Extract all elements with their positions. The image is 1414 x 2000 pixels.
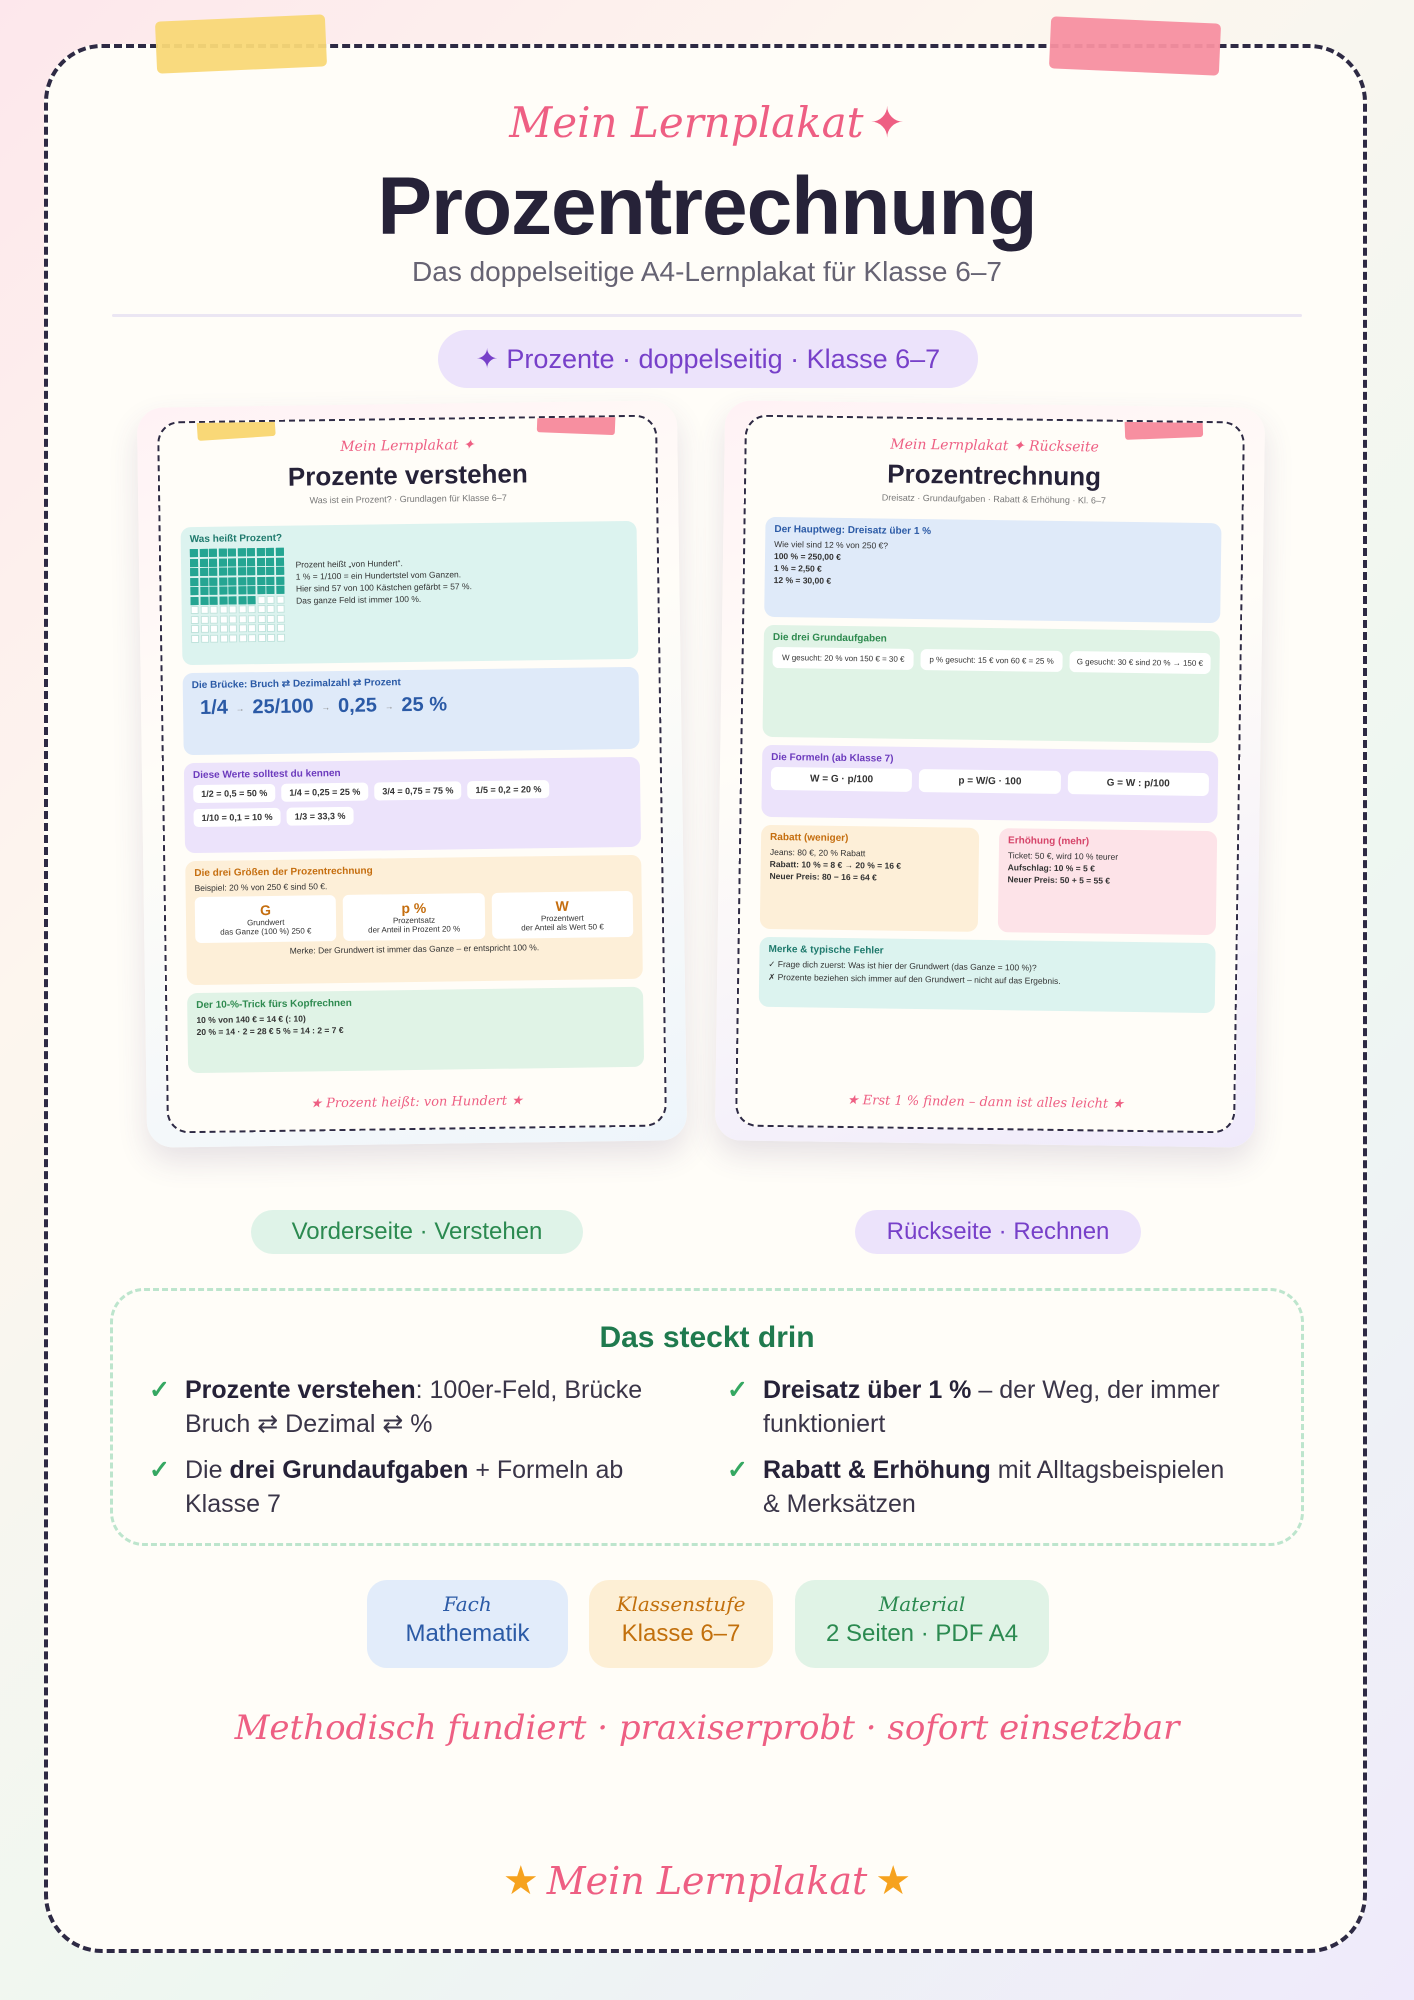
grid-cell xyxy=(210,606,218,614)
grid-cell xyxy=(209,596,217,604)
quantity-name: Prozentsatz xyxy=(392,915,436,926)
box-heading: Diese Werte solltest du kennen xyxy=(192,767,341,782)
feature-item xyxy=(149,1373,669,1441)
box-line: Jeans: 80 €, 20 % Rabatt xyxy=(769,846,866,859)
grid-cell xyxy=(266,557,274,565)
box-line: 12 % = 30,00 € xyxy=(773,574,832,586)
feature-text: – der Weg, der immer funktioniert xyxy=(763,1376,1220,1438)
header-kicker: Mein Lernplakat ✦ xyxy=(509,98,905,147)
grid-cell xyxy=(238,615,246,623)
front-page-sheet xyxy=(157,415,667,1134)
value-cell: 1/3 = 33,3 % xyxy=(287,807,354,826)
sparkle-icon: ✦ xyxy=(869,98,905,147)
feature-item xyxy=(727,1453,1247,1521)
grid-cell xyxy=(248,605,256,613)
grid-cell xyxy=(219,577,227,585)
grid-cell xyxy=(276,576,284,584)
box-line: Rabatt: 10 % = 8 € → 20 % = 16 € xyxy=(769,858,902,871)
box-bruecke xyxy=(183,667,640,755)
front-page-thumbnail[interactable] xyxy=(137,400,687,1147)
grid-cell xyxy=(229,634,237,642)
grid-cell xyxy=(275,557,283,565)
grid-cell xyxy=(219,596,227,604)
grid-cell xyxy=(201,634,209,642)
grid-cell xyxy=(219,587,227,595)
grid-cell xyxy=(248,634,256,642)
grid-cell xyxy=(258,634,266,642)
box-heading: Die Formeln (ab Klasse 7) xyxy=(771,751,894,765)
grid-cell xyxy=(267,624,275,632)
feature-text: Die xyxy=(185,1456,230,1484)
grid-cell xyxy=(200,577,208,585)
grid-cell xyxy=(237,558,245,566)
grid-cell xyxy=(267,614,275,622)
grid-cell xyxy=(219,606,227,614)
grid-cell xyxy=(276,595,284,603)
grid-cell xyxy=(191,615,199,623)
grid-cell xyxy=(247,586,255,594)
check-icon: ✓ xyxy=(149,1376,170,1404)
grid-cell xyxy=(190,577,198,585)
box-line: 10 % von 140 € = 14 € (: 10) xyxy=(196,1013,306,1026)
grid-cell xyxy=(219,568,227,576)
grid-cell xyxy=(276,624,284,632)
grid-cell xyxy=(210,625,218,633)
back-page-thumbnail[interactable] xyxy=(715,400,1265,1147)
tape-decoration xyxy=(1124,417,1203,440)
box-dreisatz xyxy=(764,517,1221,623)
grid-cell xyxy=(200,596,208,604)
grid-cell xyxy=(228,567,236,575)
grid-cell xyxy=(229,615,237,623)
thumb-subtitle: Was ist ein Prozent? · Grundlagen für Klasse 6–7 xyxy=(309,492,507,506)
grid-cell xyxy=(248,624,256,632)
feature-bold: Dreisatz über 1 % xyxy=(763,1376,972,1404)
grid-cell xyxy=(276,614,284,622)
grid-cell xyxy=(266,595,274,603)
thumb-footer: ★ Erst 1 % finden – dann ist alles leicht ★ xyxy=(846,1093,1124,1112)
feature-item xyxy=(727,1373,1247,1441)
check-icon: ✓ xyxy=(727,1456,748,1484)
grid-cell xyxy=(266,586,274,594)
box-line: Aufschlag: 10 % = 5 € xyxy=(1007,862,1095,874)
thumb-kicker: Mein Lernplakat ✦ Rückseite xyxy=(890,436,1099,456)
box-line: ✗ Prozente beziehen sich immer auf den Grundwert – nicht auf das Ergebnis. xyxy=(768,971,1061,987)
quantity-desc: der Anteil als Wert 50 € xyxy=(521,922,604,933)
box-formeln xyxy=(761,745,1218,823)
grid-cell xyxy=(257,624,265,632)
box-line: Beispiel: 20 % von 250 € sind 50 €. xyxy=(194,881,328,894)
grid-cell xyxy=(219,625,227,633)
box-10-prozent-trick xyxy=(187,987,644,1073)
box-line: Ticket: 50 €, wird 10 % teurer xyxy=(1007,850,1119,862)
grid-cell xyxy=(191,634,199,642)
grid-cell xyxy=(190,587,198,595)
check-icon: ✓ xyxy=(727,1376,748,1404)
grid-cell xyxy=(238,624,246,632)
grid-cell xyxy=(200,568,208,576)
grid-cell xyxy=(200,587,208,595)
material-chip xyxy=(795,1580,1049,1668)
grid-cell xyxy=(276,586,284,594)
box-line: Prozent heißt „von Hundert“. xyxy=(295,558,403,570)
grid-cell xyxy=(220,634,228,642)
arrow-icon: → xyxy=(235,702,245,713)
quantity-symbol: G xyxy=(259,901,272,919)
grid-cell xyxy=(238,605,246,613)
tape-decoration-yellow xyxy=(155,14,327,73)
percent-value: 25 % xyxy=(401,693,448,717)
grid-cell xyxy=(228,558,236,566)
grid-cell xyxy=(275,548,283,556)
divider xyxy=(112,314,1302,317)
grid-cell xyxy=(229,624,237,632)
grid-cell xyxy=(257,577,265,585)
grid-cell xyxy=(218,558,226,566)
grid-cell xyxy=(257,567,265,575)
box-heading: Rabatt (weniger) xyxy=(770,831,849,845)
subject-chip xyxy=(367,1580,568,1668)
arrow-icon: → xyxy=(321,701,331,712)
box-line: 100 % = 250,00 € xyxy=(773,550,841,562)
thumb-title: Prozentrechnung xyxy=(887,458,1102,492)
grid-cell xyxy=(238,596,246,604)
tape-decoration xyxy=(537,415,616,436)
page-title: Prozentrechnung xyxy=(377,161,1037,252)
grid-cell xyxy=(191,596,199,604)
grid-cell xyxy=(210,634,218,642)
feature-text: + Formeln ab Klasse 7 xyxy=(185,1456,624,1518)
box-line: Neuer Preis: 50 + 5 = 55 € xyxy=(1007,874,1111,886)
formula-card: G = W : p/100 xyxy=(1067,771,1209,796)
grade-chip xyxy=(589,1580,773,1668)
grid-cell xyxy=(209,577,217,585)
formula-card: p = W/G · 100 xyxy=(919,769,1061,794)
box-grundaufgaben xyxy=(762,625,1220,743)
chip-value: 2 Seiten · PDF A4 xyxy=(825,1620,1019,1647)
box-line: Wie viel sind 12 % von 250 €? xyxy=(774,538,889,551)
box-heading: Die drei Grundaufgaben xyxy=(772,631,887,645)
box-heading: Der Hauptweg: Dreisatz über 1 % xyxy=(774,523,932,538)
grid-cell xyxy=(247,596,255,604)
grid-cell xyxy=(276,567,284,575)
grid-cell xyxy=(256,558,264,566)
chip-value: Klasse 6–7 xyxy=(621,1620,741,1647)
grid-cell xyxy=(228,586,236,594)
grid-cell xyxy=(200,606,208,614)
sparkle-icon: ✦ xyxy=(475,344,499,374)
grid-cell xyxy=(257,605,265,613)
grid-cell xyxy=(257,615,265,623)
fraction-value: 1/4 xyxy=(199,696,229,719)
contents-box xyxy=(110,1288,1304,1546)
grid-cell xyxy=(247,577,255,585)
decimal-value: 0,25 xyxy=(337,694,378,718)
chip-key: Fach xyxy=(443,1592,492,1616)
hundredths-value: 25/100 xyxy=(252,695,314,719)
thumb-title: Prozente verstehen xyxy=(287,458,528,492)
box-heading: Die Brücke: Bruch ⇄ Dezimalzahl ⇄ Prozent xyxy=(191,677,401,692)
task-card: W gesucht: 20 % von 150 € = 30 € xyxy=(772,647,914,670)
grid-cell xyxy=(238,567,246,575)
feature-bold: Rabatt & Erhöhung xyxy=(763,1456,991,1484)
task-card: p % gesucht: 15 € von 60 € = 25 % xyxy=(921,649,1063,672)
grid-cell xyxy=(237,548,245,556)
footer-brand: ★ Mein Lernplakat ★ xyxy=(502,1858,912,1904)
grid-cell xyxy=(210,615,218,623)
thumb-footer: ★ Prozent heißt: von Hundert ★ xyxy=(310,1093,523,1112)
feature-text: : 100er-Feld, Brücke Bruch ⇄ Dezimal ⇄ % xyxy=(185,1376,643,1438)
quantity-symbol: W xyxy=(555,897,569,915)
grid-cell xyxy=(277,633,285,641)
grid-cell xyxy=(190,549,198,557)
grid-cell xyxy=(190,558,198,566)
task-card: G gesucht: 30 € sind 20 % → 150 € xyxy=(1069,651,1211,674)
grid-cell xyxy=(257,596,265,604)
box-note: Merke: Der Grundwert ist immer das Ganze – er entspricht 100 %. xyxy=(289,942,540,956)
chip-value: Mathematik xyxy=(405,1620,530,1647)
hundred-grid xyxy=(190,548,285,643)
grid-cell xyxy=(219,615,227,623)
grid-cell xyxy=(266,567,274,575)
box-line: 1 % = 1/100 = ein Hundertstel vom Ganzen. xyxy=(295,569,462,582)
quantity-name: Grundwert xyxy=(246,917,285,928)
box-merke xyxy=(759,937,1216,1013)
box-erhoehung xyxy=(998,828,1217,935)
thumb-subtitle: Dreisatz · Grundaufgaben · Rabatt & Erhöhung · Kl. 6–7 xyxy=(881,492,1106,506)
chip-key: Material xyxy=(878,1592,966,1616)
thumb-kicker: Mein Lernplakat ✦ xyxy=(340,437,475,455)
star-icon: ★ xyxy=(875,1858,912,1904)
grid-cell xyxy=(239,634,247,642)
grid-cell xyxy=(218,549,226,557)
grid-cell xyxy=(200,625,208,633)
feature-bold: drei Grundaufgaben xyxy=(229,1456,469,1484)
value-cell: 1/4 = 0,25 = 25 % xyxy=(281,783,368,802)
grid-cell xyxy=(248,615,256,623)
grid-cell xyxy=(257,586,265,594)
box-werte xyxy=(184,757,641,853)
grid-cell xyxy=(267,605,275,613)
box-rabatt xyxy=(760,825,979,932)
box-drei-groessen xyxy=(185,855,643,985)
grid-cell xyxy=(191,625,199,633)
grid-cell xyxy=(247,558,255,566)
feature-text: mit Alltagsbeispielen & Merksätzen xyxy=(763,1456,1225,1518)
grid-cell xyxy=(229,605,237,613)
grid-cell xyxy=(228,596,236,604)
formula-card: W = G · p/100 xyxy=(771,767,913,792)
quantity-name: Prozentwert xyxy=(540,913,584,924)
grid-cell xyxy=(209,568,217,576)
value-cell: 1/2 = 0,5 = 50 % xyxy=(193,784,275,803)
quantity-card xyxy=(491,891,633,939)
box-heading: Was heißt Prozent? xyxy=(189,532,283,546)
grid-cell xyxy=(238,577,246,585)
feature-item xyxy=(149,1453,669,1521)
tape-decoration-pink xyxy=(1049,16,1221,75)
grid-cell xyxy=(209,549,217,557)
quantity-symbol: p % xyxy=(401,899,427,917)
grid-cell xyxy=(228,548,236,556)
grid-cell xyxy=(266,576,274,584)
box-heading: Der 10-%-Trick fürs Kopfrechnen xyxy=(196,997,352,1012)
tape-decoration xyxy=(197,416,276,441)
box-line: 1 % = 2,50 € xyxy=(773,562,822,574)
grid-cell xyxy=(276,605,284,613)
back-page-sheet xyxy=(735,415,1245,1134)
value-cell: 1/5 = 0,2 = 20 % xyxy=(467,780,549,799)
value-cell: 3/4 = 0,75 = 75 % xyxy=(374,781,461,800)
box-heading: Erhöhung (mehr) xyxy=(1007,835,1090,848)
grid-cell xyxy=(256,548,264,556)
quantity-desc: das Ganze (100 %) 250 € xyxy=(220,926,312,937)
grid-cell xyxy=(209,587,217,595)
grid-cell xyxy=(267,633,275,641)
box-heading: Die drei Größen der Prozentrechnung xyxy=(194,865,373,880)
box-line: Hier sind 57 von 100 Kästchen gefärbt = 57 %. xyxy=(295,581,472,594)
box-was-heisst-prozent xyxy=(181,521,639,665)
star-icon: ★ xyxy=(502,1858,539,1904)
quantity-card xyxy=(195,895,337,943)
grid-cell xyxy=(238,586,246,594)
tagline: Methodisch fundiert · praxiserprobt · sofort einsetzbar xyxy=(234,1708,1180,1748)
grid-cell xyxy=(200,615,208,623)
box-line: 20 % = 14 · 2 = 28 € 5 % = 14 : 2 = 7 € xyxy=(196,1024,344,1038)
grid-cell xyxy=(247,567,255,575)
page-subtitle: Das doppelseitige A4-Lernplakat für Klasse 6–7 xyxy=(412,256,1002,287)
quantity-card xyxy=(343,893,485,941)
grid-cell xyxy=(209,558,217,566)
box-line: Neuer Preis: 80 − 16 = 64 € xyxy=(769,870,877,883)
topic-pill: ✦ Prozente · doppelseitig · Klasse 6–7 xyxy=(438,330,978,388)
arrow-icon: → xyxy=(384,700,394,711)
grid-cell xyxy=(247,548,255,556)
box-line: ✓ Frage dich zuerst: Was ist hier der Grundwert (das Ganze = 100 %)? xyxy=(768,958,1037,973)
grid-cell xyxy=(190,568,198,576)
box-heading: Merke & typische Fehler xyxy=(768,943,884,957)
grid-cell xyxy=(191,606,199,614)
grid-cell xyxy=(266,548,274,556)
quantity-desc: der Anteil in Prozent 20 % xyxy=(368,924,461,935)
value-cell: 1/10 = 0,1 = 10 % xyxy=(193,808,280,827)
box-line: Das ganze Feld ist immer 100 %. xyxy=(295,593,422,606)
back-side-label: Rückseite · Rechnen xyxy=(855,1210,1141,1254)
chip-key: Klassenstufe xyxy=(616,1592,746,1616)
feature-bold: Prozente verstehen xyxy=(185,1376,416,1404)
grid-cell xyxy=(228,577,236,585)
front-side-label: Vorderseite · Verstehen xyxy=(251,1210,583,1254)
grid-cell xyxy=(199,549,207,557)
check-icon: ✓ xyxy=(149,1456,170,1484)
contents-title: Das steckt drin xyxy=(599,1321,815,1354)
grid-cell xyxy=(199,558,207,566)
